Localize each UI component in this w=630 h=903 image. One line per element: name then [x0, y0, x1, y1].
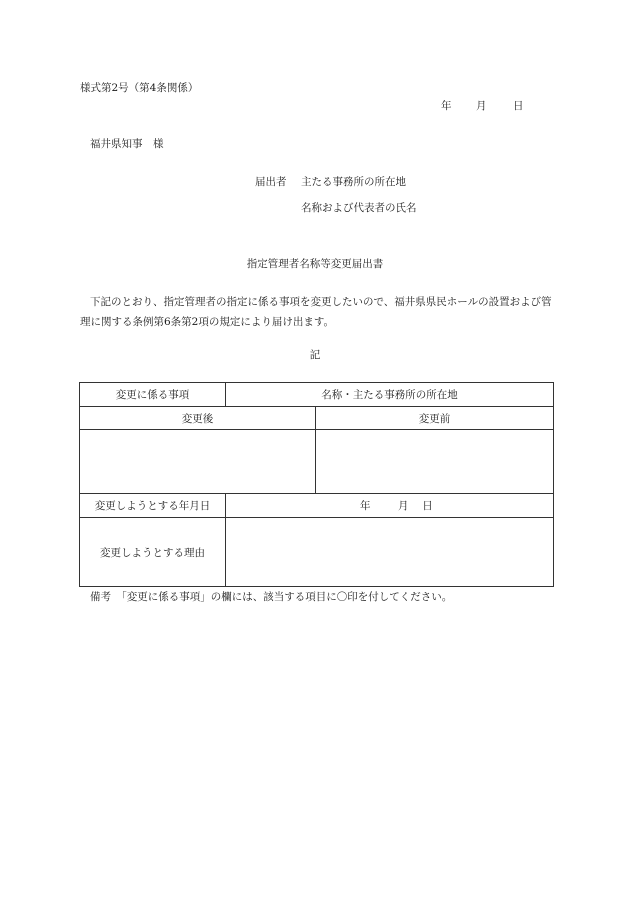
before-label-cell: 変更前	[316, 407, 554, 430]
change-date-label-cell: 変更しようとする年月日	[80, 494, 226, 518]
date-day-label: 日	[513, 100, 524, 112]
remarks-note: 備考 「変更に係る事項」の欄には、該当する項目に〇印を付してください。	[90, 591, 453, 603]
submitter-address-label: 主たる事務所の所在地	[301, 176, 406, 188]
date-month-label: 月	[476, 100, 487, 112]
ki-heading: 記	[309, 349, 321, 361]
after-label-cell: 変更後	[80, 407, 316, 430]
document-title: 指定管理者名称等変更届出書	[246, 258, 384, 270]
item-value-cell[interactable]: 名称・主たる事務所の所在地	[226, 383, 554, 407]
after-value-cell[interactable]	[80, 430, 316, 494]
change-date-year: 年	[360, 500, 371, 512]
reason-value-cell[interactable]	[226, 518, 554, 587]
change-date-day: 日	[422, 500, 433, 512]
date-year-label: 年	[441, 100, 452, 112]
change-table	[79, 382, 554, 587]
change-date-month: 月	[398, 500, 409, 512]
submitter-label: 届出者	[255, 176, 287, 188]
item-label-cell: 変更に係る事項	[80, 383, 226, 407]
form-number: 様式第2号（第4条関係）	[80, 82, 199, 94]
before-value-cell[interactable]	[316, 430, 554, 494]
reason-label-cell: 変更しようとする理由	[80, 518, 226, 587]
change-date-cell[interactable]	[226, 494, 554, 518]
date-line	[441, 100, 524, 113]
body-text: 下記のとおり、指定管理者の指定に係る事項を変更したいので、福井県県民ホールの設置および管理に関する条例第6条第2項の規定により届け出ます。	[80, 296, 552, 328]
submitter-name-label: 名称および代表者の氏名	[301, 202, 417, 214]
addressee: 福井県知事 様	[90, 138, 164, 150]
